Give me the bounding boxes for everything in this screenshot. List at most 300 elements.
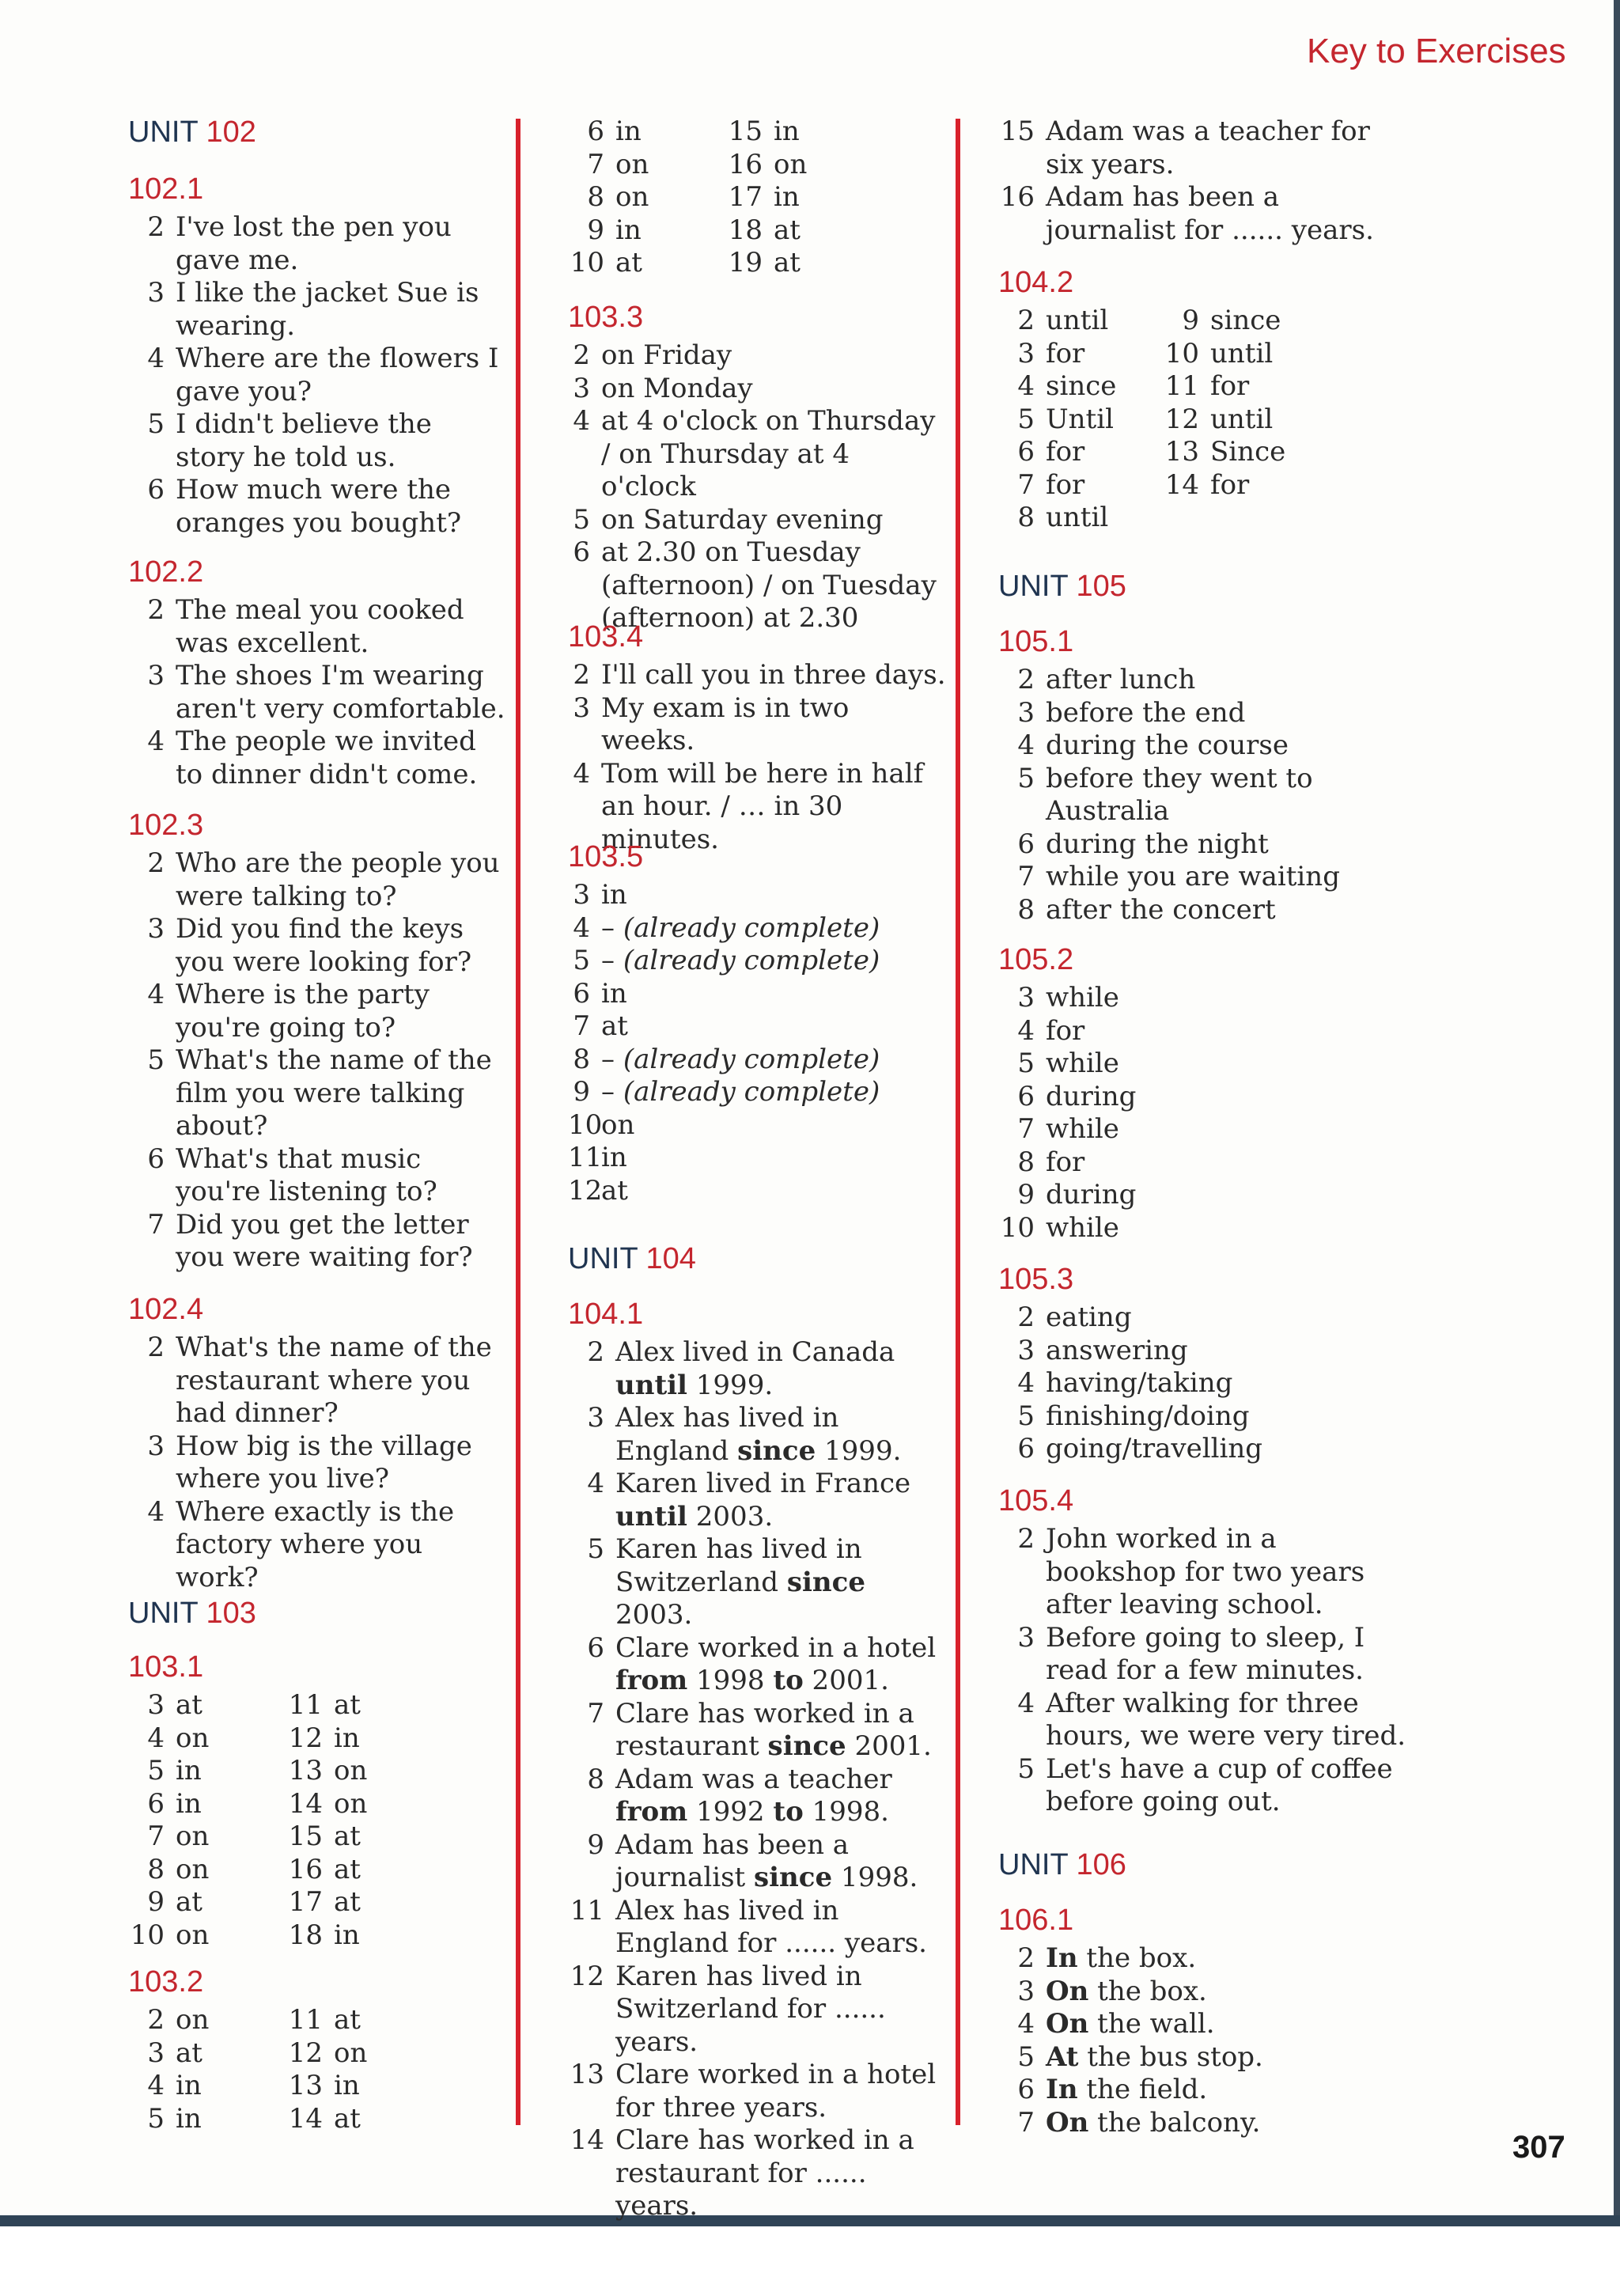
answer-item [998,1400,1410,1434]
answer-item [998,1048,1410,1081]
answer-text [1046,1976,1410,2009]
answer-item [128,1755,202,1788]
exercise-title: 102.4 [128,1293,204,1326]
answer-text-part: 1998 [687,1665,774,1696]
answer-number: 18 [728,214,763,246]
answer-item [568,1010,948,1044]
answer-text: on Saturday evening [601,503,884,536]
answer-item [568,1961,948,2059]
exercise-103-1 [128,1650,508,1952]
answer-text: for [1046,468,1085,501]
answer-item [568,214,642,248]
answer-text-part: 1999. [816,1434,902,1467]
exercise-102-1 [128,172,508,540]
answer-text: while [1046,1211,1119,1244]
answer-text: I like the jacket Sue is wearing. [176,277,479,342]
answer-item [568,659,948,692]
answer-item [568,1533,948,1632]
answer-number: 11 [568,1142,603,1173]
answer-text [615,1829,948,1895]
answer-item [998,469,1084,502]
exercise-title: 103.4 [568,620,644,654]
answer-text [1046,2041,1410,2074]
answer-text-part: 1992 [687,1796,774,1828]
answer-item [286,2103,361,2136]
answer-text-part: the field. [1077,2074,1208,2105]
answer-item [128,1044,508,1143]
answer-number: 12 [288,1722,323,1754]
answer-item [998,1976,1410,2009]
answer-number: 6 [573,977,590,1010]
answer-number: 5 [1017,1048,1035,1079]
answer-item [998,1212,1410,1245]
answer-text: on [176,1919,210,1951]
answer-item [568,1336,948,1402]
answer-number: 11 [1164,370,1199,402]
answer-number: 2 [1017,305,1035,336]
answer-text: at [601,1010,628,1042]
answer-text: on Monday [601,372,753,404]
answer-item [128,211,508,277]
answer-number: 9 [1017,1179,1035,1211]
answer-number: 8 [147,1853,165,1885]
answer-number: 8 [1017,893,1035,926]
answer-number: 7 [587,1697,604,1730]
answer-number: 12 [568,1174,603,1207]
exercise-102-4 [128,1293,508,1594]
answer-text: at [176,1689,202,1721]
exercise-102-2 [128,555,508,791]
keyword: since [786,1566,865,1598]
unit-label: UNIT [998,1848,1068,1881]
answer-text: after the concert [1046,893,1276,926]
answer-number: 7 [1017,861,1035,892]
answer-text: on Friday [601,339,732,371]
answer-text: Where exactly is the factory where you work? [176,1495,455,1593]
answer-number: 11 [570,1894,604,1927]
page-margin-bottom [0,2226,1620,2296]
answer-item [128,1332,508,1430]
answer-text: in [615,116,642,147]
answer-item [726,247,801,280]
answer-text-part: 2001. [803,1665,889,1696]
answer-item [998,2008,1410,2041]
answer-item [998,894,1410,927]
answer-text: in [176,1787,202,1820]
answer-text: Where is the party you're going to? [176,979,430,1044]
answer-number: 8 [1017,502,1035,533]
answer-number: 3 [147,277,165,309]
answer-item [128,408,508,474]
answer-text: I've lost the pen you gave me. [176,211,452,276]
unit-106-heading [998,1848,1410,1882]
exercise-title: 105.1 [998,625,1074,658]
answer-text: during [1046,1080,1137,1112]
answer-item [568,2124,948,2223]
exercise-title: 104.2 [998,266,1074,299]
answer-text: at [334,1853,361,1885]
page-number: 307 [1512,2130,1565,2165]
answer-number: 6 [573,536,590,568]
answer-number: 12 [288,2036,323,2069]
answer-text [1046,2107,1410,2140]
answer-text: until [1046,502,1109,533]
answer-number: 6 [1017,436,1035,468]
answer-item [998,861,1410,894]
answer-number: 5 [1017,403,1035,435]
answer-item [286,1854,361,1887]
answer-number: 4 [147,2070,165,2101]
answer-item [998,828,1410,862]
answer-number: 10 [570,247,604,278]
answer-item [998,1081,1410,1114]
answer-text-part: 2003. [687,1500,774,1533]
answer-item [998,1688,1410,1753]
dash: – [601,911,615,944]
answer-text [615,1698,948,1764]
answer-text: having/taking [1046,1367,1233,1399]
answer-item [128,660,508,726]
answer-item [998,982,1410,1015]
answer-number: 4 [1017,729,1035,761]
answer-number: 13 [1164,436,1199,468]
dash: – [601,1043,615,1075]
answer-text [601,912,948,945]
answer-text: during the course [1046,729,1289,761]
answer-text: Until [1046,403,1114,435]
answer-text: at [176,2036,202,2069]
answer-item [128,474,508,540]
dash: – [601,1076,615,1108]
answer-number: 5 [147,1755,165,1786]
answer-number: 2 [147,594,165,626]
exercise-title: 102.2 [128,555,204,589]
answer-item [726,181,800,214]
exercise-title: 102.3 [128,809,204,842]
answer-item [568,1764,948,1829]
answer-number: 13 [288,1755,323,1786]
answer-text: in [774,116,800,147]
answer-item [128,1821,209,1854]
answer-text: while [1046,1113,1119,1145]
answer-number: 6 [587,1631,604,1664]
answer-number: 9 [1182,305,1199,336]
answer-text [615,1533,948,1632]
keyword: from [615,1665,688,1696]
answer-text: in [334,1722,360,1754]
exercise-title: 103.1 [128,1650,204,1684]
preposition: On [1046,2008,1089,2040]
answer-text [1046,1942,1410,1976]
exercise-title: 103.3 [568,301,644,334]
answer-text: at [334,1821,361,1852]
answer-number: 9 [587,1828,604,1861]
answer-item [568,1698,948,1764]
answer-number: 2 [147,211,165,243]
unit-105-heading [998,570,1410,604]
answer-text: while you are waiting [1046,861,1340,892]
column-rule-1 [516,119,520,2125]
answer-text: at 4 o'clock on Thursday / on Thursday at 4 o'clock [601,405,936,502]
preposition: In [1046,1942,1078,1974]
answer-text: Tom will be here in half an hour. / … in 30 minutes. [601,757,924,855]
exercise-105-2 [998,943,1410,1245]
answer-number: 14 [288,2102,323,2135]
answer-number: 10 [130,1919,165,1951]
already-complete-note: (already complete) [623,1076,880,1108]
answer-text-part: Alex has lived in England [615,1402,848,1467]
answer-item [128,1430,508,1496]
answer-number: 5 [147,408,165,440]
answer-text: for [1210,468,1250,501]
answer-number: 3 [1017,1621,1035,1654]
answer-number: 4 [147,979,165,1010]
answer-text: on [615,148,649,180]
answer-number: 17 [288,1886,323,1918]
answer-item [568,1044,948,1077]
answer-text [1046,2074,1410,2107]
answer-item [1163,436,1285,469]
answer-number: 4 [147,726,165,757]
unit-label: UNIT [128,116,198,149]
answer-item [128,1689,202,1722]
answer-text: on [176,1722,210,1754]
answer-number: 10 [1164,337,1199,369]
preposition: On [1046,1975,1089,2007]
answer-number: 16 [728,148,763,180]
answer-text-part: 2003. [615,1566,874,1631]
answer-text: at [176,1886,202,1918]
answer-text: going/travelling [1046,1433,1263,1464]
answer-text: on [334,1755,368,1786]
answer-number: 17 [728,181,763,213]
answer-text-part: Alex lived in Canada [615,1336,904,1368]
answer-number: 2 [147,2004,165,2036]
answer-text-part: Adam has been a journalist [615,1828,857,1893]
answer-text: before the end [1046,696,1246,729]
answer-number: 4 [1017,1014,1035,1047]
exercise-103-5 [568,840,948,1207]
answer-text: since [1046,370,1117,402]
exercise-105-3 [998,1263,1410,1466]
answer-number: 2 [147,847,165,879]
preposition: On [1046,2106,1089,2139]
exercise-105-4 [998,1484,1410,1819]
answer-item [568,504,948,537]
answer-text: Before going to sleep, I read for a few minutes. [1046,1621,1365,1686]
answer-text: on [176,1853,210,1885]
answer-text: while [1046,1048,1119,1079]
answer-number: 2 [1017,1942,1035,1974]
answer-item [128,343,508,408]
already-complete-note: (already complete) [623,911,880,944]
answer-item [128,913,508,979]
answer-number: 13 [570,2059,604,2090]
answer-number: 5 [587,1533,604,1565]
answer-text: on [176,1821,210,1852]
dash: – [601,945,615,976]
answer-text-part: Karen lived in France [615,1468,919,1499]
answer-item [286,1821,361,1854]
answer-number: 6 [1017,828,1035,860]
answer-number: 14 [570,2124,604,2156]
answer-item [568,978,948,1011]
answer-text [615,1468,948,1533]
answer-item [568,1632,948,1698]
answer-item [998,1433,1410,1466]
exercise-105-1 [998,625,1410,926]
answer-item [568,1895,948,1961]
answer-number: 3 [1017,337,1035,369]
answer-number: 2 [587,1336,604,1368]
answer-item [128,979,508,1044]
answer-item [286,1722,360,1756]
exercise-title: 103.5 [568,840,644,873]
answer-number: 4 [147,1495,165,1528]
exercise-title: 104.1 [568,1298,644,1331]
answer-number: 5 [1017,1400,1035,1432]
answer-text: finishing/doing [1046,1400,1250,1432]
page-edge-right [1614,0,1620,2233]
answer-number: 6 [587,116,604,147]
answer-number: 3 [147,1430,165,1462]
answer-text: Did you find the keys you were looking for? [176,913,472,978]
answer-number: 5 [573,503,590,536]
answer-number: 14 [288,1787,323,1820]
answer-text: The people we invited to dinner didn't come. [176,726,478,790]
answer-number: 5 [1017,762,1035,794]
answer-number: 16 [1000,181,1035,213]
answer-number: 3 [147,1689,165,1721]
answer-item [568,116,642,149]
answer-item [128,726,508,791]
answer-text: The meal you cooked was excellent. [176,594,464,659]
answer-text: for [1046,337,1085,369]
answer-item [128,1919,209,1953]
answer-item [128,594,508,660]
answer-text: while [1046,982,1119,1013]
answer-item [998,338,1084,371]
answer-number: 7 [1017,1113,1035,1145]
answer-item [128,2004,209,2037]
answer-number: 4 [573,911,590,944]
answer-text: at [334,1886,361,1918]
answer-number: 15 [288,1821,323,1852]
answer-text [601,1076,948,1109]
answer-text [601,1044,948,1077]
answer-item [998,404,1114,437]
keyword: to [773,1665,804,1696]
answer-text: answering [1046,1334,1188,1366]
answer-text-part: Clare worked in a hotel for three years. [615,2059,944,2124]
answer-number: 3 [573,372,590,404]
exercise-103-3 [568,301,948,635]
answer-text: in [601,1142,627,1173]
keyword: since [754,1862,833,1893]
answer-item [286,1919,360,1953]
answer-text-part: 1998. [803,1796,889,1828]
answer-text: After walking for three hours, we were very tired. [1046,1687,1406,1752]
answer-number: 7 [147,1208,165,1241]
answer-number: 3 [147,660,165,691]
answer-item [568,1175,948,1208]
answer-text-part: Clare has worked in a restaurant [615,1697,923,1762]
answer-text: on [601,1108,635,1141]
answer-item [286,2004,361,2037]
exercise-104-2 [998,266,1410,535]
answer-text: in [615,214,642,246]
answer-item [568,1109,948,1142]
answer-text [1046,2008,1410,2041]
answer-text: since [1210,305,1281,336]
answer-item [128,2037,202,2071]
answer-item [568,247,642,280]
exercise-104-1 [568,1298,948,2223]
answer-item [1163,404,1273,437]
unit-number: 106 [1076,1848,1126,1881]
unit-number: 104 [645,1242,696,1275]
keyword: until [615,1500,687,1533]
exercise-106-1 [998,1904,1410,2139]
exercise-title: 105.4 [998,1484,1074,1517]
answer-text: Adam was a teacher for six years. [1046,116,1370,180]
unit-label: UNIT [998,570,1068,603]
answer-item [998,2041,1410,2074]
answer-number: 2 [573,659,590,691]
answer-text: Who are the people you were talking to? [176,847,500,912]
answer-number: 3 [573,879,590,911]
answer-number: 15 [1000,116,1035,147]
answer-text: on [774,148,808,180]
answer-text: in [176,2070,202,2101]
answer-number: 2 [1017,664,1035,695]
exercise-104-1-continued [998,116,1410,247]
answer-item [128,1722,209,1756]
answer-item [998,1335,1410,1368]
answer-text: for [1046,436,1085,468]
answer-text: at [601,1174,628,1207]
answer-item [286,1886,361,1919]
answer-item [998,1113,1410,1146]
unit-number: 105 [1076,570,1126,603]
answer-number: 9 [147,1886,165,1918]
answer-text [615,1632,948,1698]
answer-item [998,116,1410,181]
answer-item [1163,370,1249,404]
answer-number: 3 [573,691,590,724]
answer-number: 8 [587,1763,604,1795]
answer-text: after lunch [1046,664,1196,695]
answer-text [615,1961,948,2059]
answer-number: 2 [147,1332,165,1363]
answer-number: 3 [147,913,165,945]
answer-number: 12 [570,1960,604,1992]
running-head: Key to Exercises [1307,32,1566,70]
answer-number: 3 [1017,982,1035,1013]
answer-text: on [615,181,649,213]
unit-103-heading [128,1597,508,1631]
answer-item [726,214,801,248]
answer-text [601,945,948,978]
answer-item [128,2070,202,2103]
answer-number: 3 [1017,1975,1035,2007]
unit-label: UNIT [128,1597,198,1630]
answer-item [568,181,649,214]
answer-item [998,1367,1410,1400]
answer-item [998,1622,1410,1688]
answer-number: 14 [1164,468,1199,501]
keyword: to [773,1796,804,1828]
